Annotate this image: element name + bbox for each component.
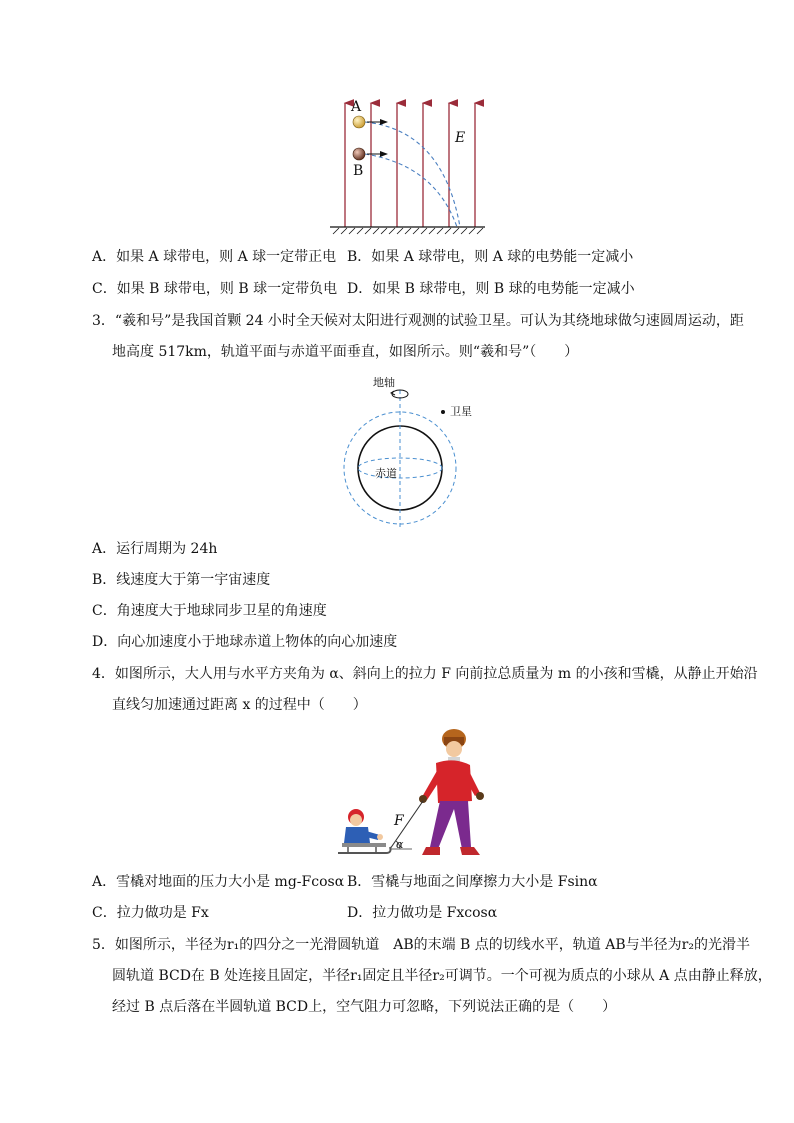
fig3-equator-label: 赤道 [375, 467, 397, 480]
q3-option-b: B．线速度大于第一宇宙速度 [92, 572, 271, 588]
ball-b [353, 148, 365, 160]
fig3-axis-label: 地轴 [373, 376, 395, 389]
q3-stem-line1: 3．“羲和号”是我国首颗 24 小时全天候对太阳进行观测的试验卫星。可认为其绕地球做匀速圆周运动，距 [92, 313, 744, 329]
q3-option-a: A．运行周期为 24h [92, 541, 218, 557]
figure-sled-pull [330, 725, 500, 865]
q4-option-b: B．雪橇与地面之间摩擦力大小是 Fsinα [347, 874, 598, 890]
q2-option-b: B．如果 A 球带电，则 A 球的电势能一定减小 [347, 249, 634, 265]
q5-stem-line2: 圆轨道 BCD在 B 处连接且固定，半径r₁固定且半径r₂可调节。一个可视为质点的小球从 A 点由静止释放， [112, 968, 772, 984]
q5-stem-line3: 经过 B 点后落在半圆轨道 BCD上，空气阻力可忽略，下列说法正确的是（ ） [112, 999, 617, 1015]
q5-stem-line1: 5．如图所示，半径为r₁的四分之一光滑圆轨道 AB的末端 B 点的切线水平，轨道 AB与半径为r₂的光滑半 [92, 937, 750, 953]
fig1-label-e: E [455, 130, 466, 146]
q4-stem-line1: 4．如图所示，大人用与水平方夹角为 α、斜向上的拉力 F 向前拉总质量为 m 的小孩和雪橇，从静止开始沿 [92, 666, 758, 682]
q2-option-c: C．如果 B 球带电，则 B 球一定带负电 [92, 281, 338, 297]
q2-option-d: D．如果 B 球带电，则 B 球的电势能一定减小 [347, 281, 635, 297]
fig1-label-a: A [351, 99, 362, 115]
sled [338, 843, 391, 853]
q4-stem-line2: 直线匀加速通过距离 x 的过程中（ ） [112, 697, 367, 713]
q3-option-c: C．角速度大于地球同步卫星的角速度 [92, 603, 327, 619]
satellite-dot [441, 410, 445, 414]
q3-option-d: D．向心加速度小于地球赤道上物体的向心加速度 [92, 634, 398, 650]
q4-option-c: C．拉力做功是 Fx [92, 905, 209, 921]
fig4-alpha-label: α [396, 838, 404, 851]
trajectory-b [365, 154, 457, 227]
fig4-force-label: F [394, 813, 404, 829]
figure-satellite-orbit [330, 380, 470, 550]
figure-electric-field [325, 95, 490, 235]
adult-figure [419, 729, 484, 855]
q2-option-a: A．如果 A 球带电，则 A 球一定带正电 [92, 249, 337, 265]
q4-option-a: A．雪橇对地面的压力大小是 mg-Fcosα [92, 874, 345, 890]
q3-stem-line2: 地高度 517km，轨道平面与赤道平面垂直，如图所示。则“羲和号”（ ） [112, 344, 579, 360]
fig1-label-b: B [353, 163, 364, 179]
child-figure [344, 809, 383, 843]
trajectory-a [365, 122, 460, 227]
fig3-satellite-label: 卫星 [450, 405, 472, 418]
q4-option-d: D．拉力做功是 Fxcosα [347, 905, 498, 921]
ball-a [353, 116, 365, 128]
